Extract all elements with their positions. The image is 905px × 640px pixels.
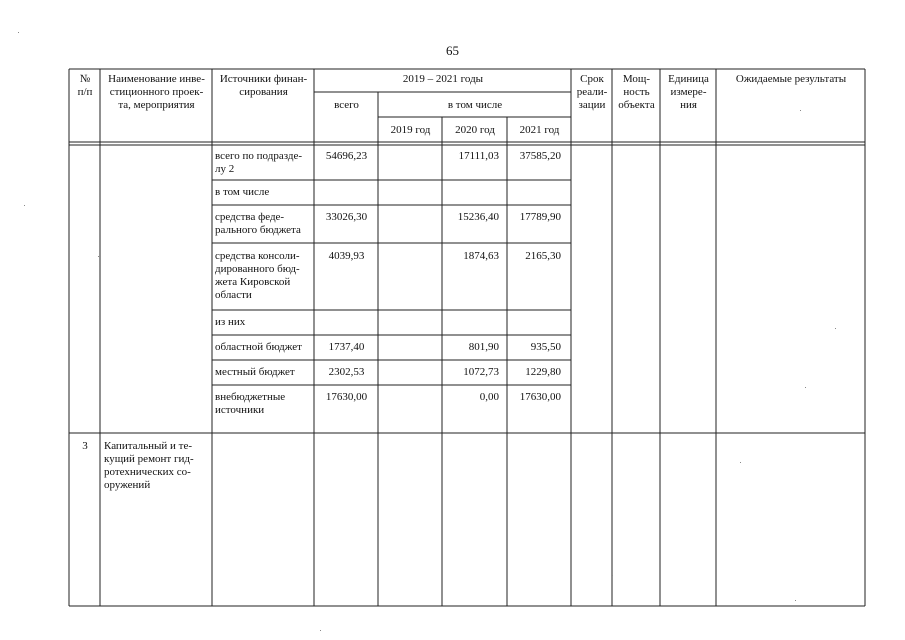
row-2020: 1874,63 [463, 250, 499, 262]
page-number: 65 [446, 43, 459, 58]
header-project-name: Наименование инве- стиционного проек- та, мероприятия [108, 73, 205, 111]
header-unit: Единица измере- ния [668, 73, 709, 111]
header-including: в том числе [447, 99, 503, 111]
scan-speck [795, 600, 796, 601]
row-2020: 1072,73 [463, 366, 499, 378]
scan-speck [18, 32, 19, 33]
row-source: внебюджетные источники [215, 391, 286, 416]
row-source: областной бюджет [215, 341, 302, 353]
header-year-2021: 2021 год [519, 124, 560, 136]
scan-speck [98, 256, 99, 257]
row-total: 4039,93 [328, 250, 365, 262]
scan-speck [740, 462, 741, 463]
scan-speck [320, 630, 321, 631]
header-capacity: Мощ- ность объекта [618, 73, 655, 111]
row-source: средства консоли- дированного бюд- жета Кировской области [215, 250, 300, 301]
row-total: 1737,40 [328, 341, 365, 353]
row-source: всего по подразде- лу 2 [215, 150, 302, 175]
row-2020: 0,00 [479, 391, 499, 403]
row-source: средства феде- рального бюджета [215, 211, 301, 236]
row-2021: 17789,90 [519, 211, 561, 223]
header-year-2020: 2020 год [455, 124, 495, 136]
row-2021: 2165,30 [525, 250, 561, 262]
scan-speck [805, 387, 806, 388]
row-source: в том числе [215, 186, 270, 198]
row-source: местный бюджет [215, 366, 295, 378]
scan-speck [835, 328, 836, 329]
scan-speck [800, 110, 801, 111]
row-2020: 15236,40 [457, 211, 499, 223]
header-year-2019: 2019 год [390, 124, 431, 136]
header-total: всего [334, 99, 359, 111]
header-expected-results: Ожидаемые результаты [735, 73, 847, 85]
row-2021: 37585,20 [519, 150, 561, 162]
header-term: Срок реали- зации [576, 73, 608, 111]
row-2020: 17111,03 [458, 150, 499, 162]
scan-speck [24, 205, 25, 206]
row-source: из них [215, 316, 246, 328]
row-total: 17630,00 [325, 391, 368, 403]
row-2020: 801,90 [468, 341, 499, 353]
row-total: 2302,53 [328, 366, 365, 378]
header-years-range: 2019 – 2021 годы [402, 73, 484, 85]
item-name: Капитальный и те- кущий ремонт гид- ротехнических со- оружений [104, 440, 194, 491]
scan-speck [612, 575, 613, 576]
header-number: № п/п [77, 73, 93, 98]
row-2021: 1229,80 [525, 366, 561, 378]
row-total: 54696,23 [325, 150, 368, 162]
row-2021: 17630,00 [519, 391, 561, 403]
row-2021: 935,50 [530, 341, 561, 353]
row-total: 33026,30 [325, 211, 368, 223]
item-number: 3 [82, 440, 88, 452]
header-funding-sources: Источники финан- сирования [219, 73, 308, 98]
